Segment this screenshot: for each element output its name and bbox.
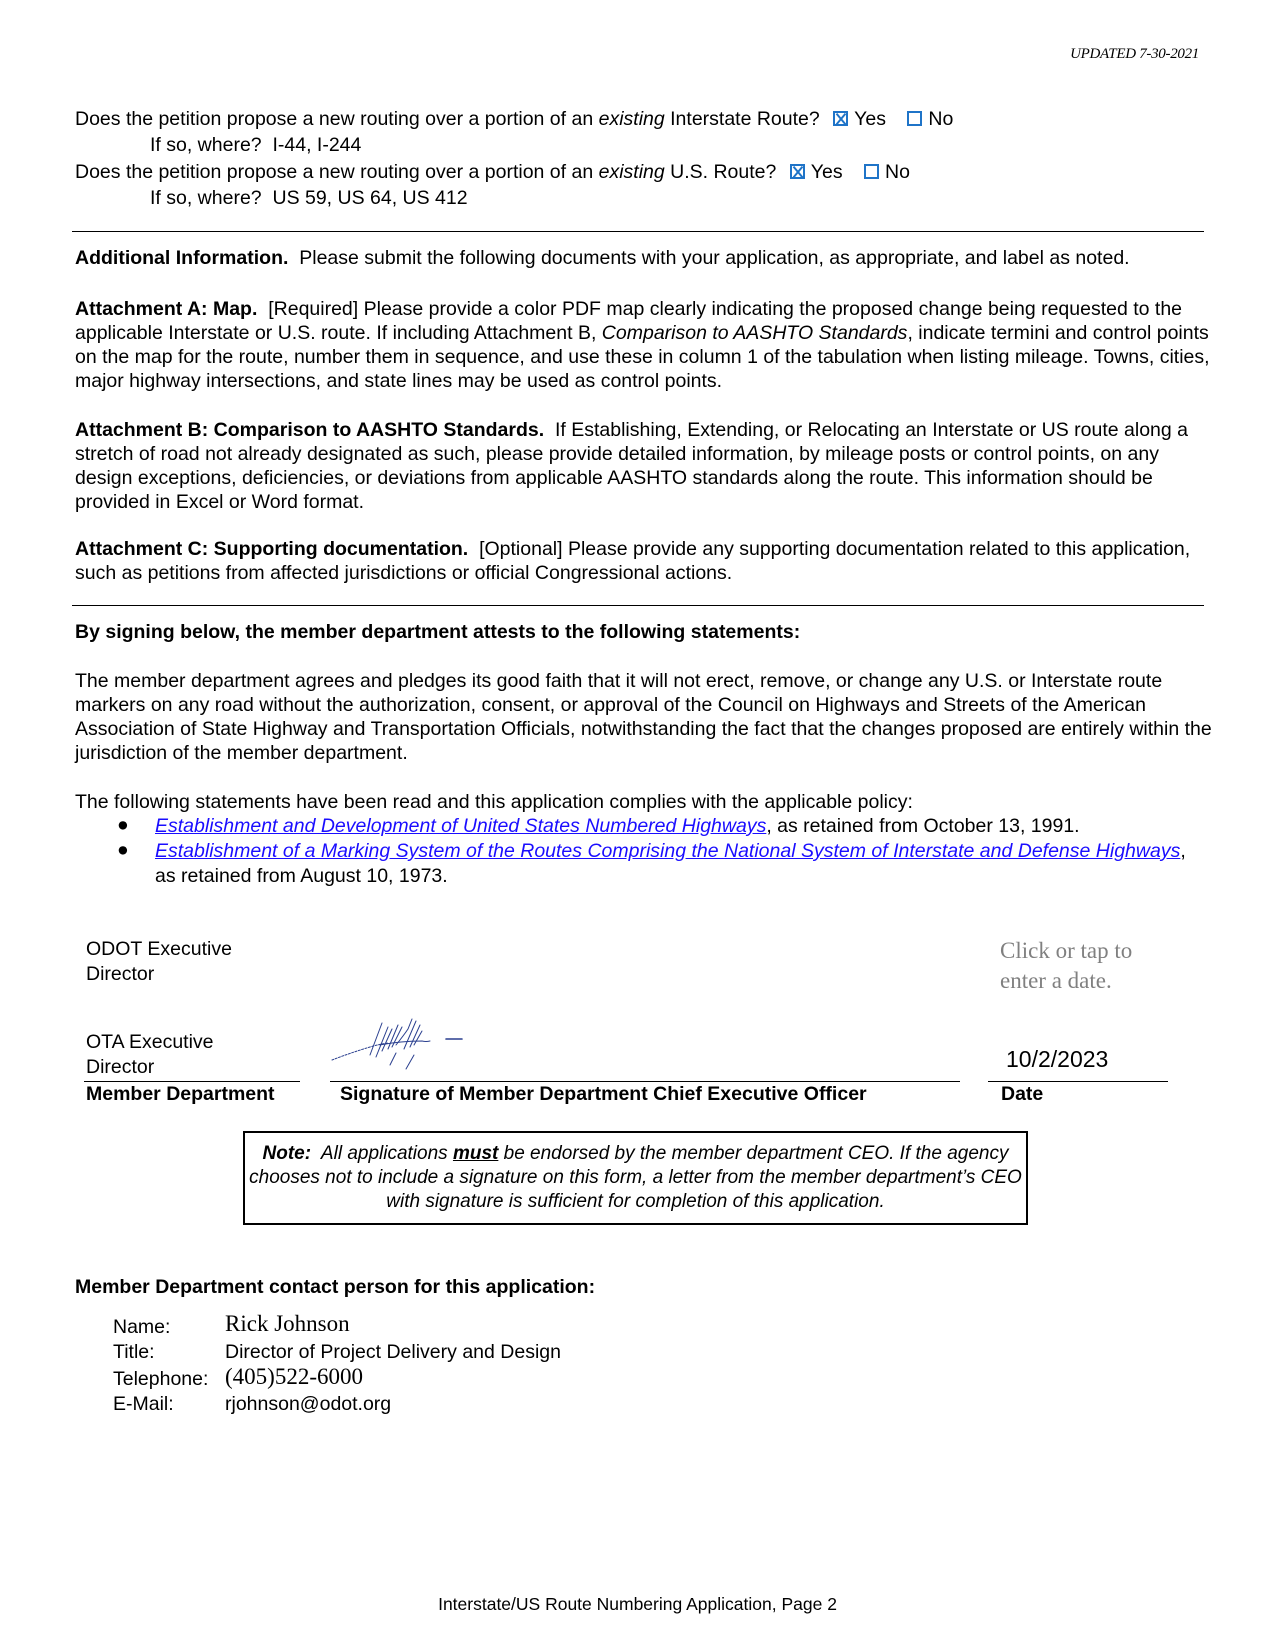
attestation-heading: By signing below, the member department attests to the following statements:: [75, 621, 801, 643]
additional-info-text: Please submit the following documents with your application, as appropriate, and label as noted.: [299, 247, 1130, 269]
date-picker-placeholder[interactable]: Click or tap to enter a date.: [1000, 938, 1133, 993]
department-signature-line: [84, 1081, 300, 1082]
followup-label: If so, where?: [150, 134, 262, 156]
ceo-signature-line: [330, 1081, 960, 1082]
interstate-route-question: [75, 107, 953, 131]
note-must: must: [452, 1143, 499, 1164]
telephone-label: Telephone:: [113, 1368, 209, 1390]
additional-information: [75, 246, 1215, 270]
question-text: Does the petition propose a new routing over a portion of an: [75, 161, 599, 183]
followup-label: If so, where?: [150, 187, 262, 209]
title-label: Title:: [113, 1341, 155, 1363]
contact-name[interactable]: Rick Johnson: [225, 1311, 350, 1336]
policy-link-interstate-marking[interactable]: Establishment of a Marking System of the Routes Comprising the National System of Interstate and Defense Highways: [155, 840, 1181, 862]
interstate-no-checkbox[interactable]: [907, 111, 922, 126]
policy-link-us-highways[interactable]: Establishment and Development of United States Numbered Highways: [155, 815, 767, 837]
attachment-b: [75, 418, 1215, 514]
note-text-end: be endorsed by the member department CEO. If the agency chooses not to include a signature on this form, a letter from the member department’s CEO with signature is sufficient for completion of this application.: [249, 1143, 1022, 1212]
updated-date-header: UPDATED 7-30-2021: [1070, 46, 1199, 62]
question-emphasis: existing: [598, 161, 665, 183]
contact-title[interactable]: Director of Project Delivery and Design: [225, 1341, 561, 1363]
attachment-c: [75, 537, 1215, 585]
no-label: No: [928, 108, 954, 130]
us-route-followup: [150, 186, 468, 210]
interstate-followup: [150, 133, 361, 157]
additional-info-title: Additional Information.: [75, 247, 289, 269]
us-route-question: [75, 160, 910, 184]
yes-label: Yes: [854, 108, 886, 130]
pledge-paragraph: The member department agrees and pledges its good faith that it will not erect, remove, or change any U.S. or Interstate route markers on any road without the authorization, consent, or approval of the Council on Highways and Streets of the American Association of State Highway and Transportation Officials, notwithstanding the fact that the changes proposed are entirely within the jurisdiction of the member department.: [75, 670, 1212, 764]
attachment-a-italic: Comparison to AASHTO Standards: [601, 322, 908, 344]
question-text-end: Interstate Route?: [664, 108, 820, 130]
yes-label: Yes: [810, 161, 843, 183]
endorsement-note: [243, 1131, 1028, 1225]
us-routes-value[interactable]: US 59, US 64, US 412: [272, 187, 468, 209]
section-divider: [72, 231, 1204, 232]
policy-item: [155, 814, 1195, 839]
question-text: Does the petition propose a new routing over a portion of an: [75, 108, 599, 130]
attachment-c-text: [Optional] Please provide any supporting documentation related to this application, such as petitions from affected jurisdictions or official Congressional actions.: [75, 538, 1191, 584]
department-ota: OTA Executive Director: [86, 1031, 214, 1078]
member-department-label: Member Department: [86, 1083, 275, 1105]
question-emphasis: existing: [598, 108, 665, 130]
attachment-a-title: Attachment A: Map.: [75, 298, 258, 320]
date-signature-line: [988, 1081, 1168, 1082]
policy-item: [155, 839, 1195, 889]
contact-email[interactable]: rjohnson@odot.org: [225, 1393, 392, 1415]
attachment-a: [75, 297, 1215, 393]
department-odot: ODOT Executive Director: [86, 938, 232, 985]
interstate-yes-checkbox[interactable]: [833, 111, 848, 126]
policy-intro: The following statements have been read and this application complies with the applicable policy:: [75, 791, 913, 813]
policy-retained-date: , as retained from October 13, 1991.: [766, 815, 1080, 837]
page-footer: Interstate/US Route Numbering Application, Page 2: [438, 1594, 837, 1614]
section-divider: [72, 605, 1204, 606]
no-label: No: [885, 161, 910, 183]
note-label: Note:: [262, 1143, 312, 1164]
us-route-yes-checkbox[interactable]: [790, 164, 805, 179]
attachment-a-text-end: , indicate termini and control points on the map for the route, number them in sequence, and use these in column 1 of the tabulation when listing mileage. Towns, cities, major highway intersections, and state lines may be used as control points.: [75, 322, 1210, 392]
attachment-c-title: Attachment C: Supporting documentation.: [75, 538, 469, 560]
us-route-no-checkbox[interactable]: [864, 164, 879, 179]
bullet-icon: ●: [117, 839, 129, 861]
email-label: E-Mail:: [113, 1393, 174, 1415]
note-text: All applications: [320, 1143, 453, 1164]
bullet-icon: ●: [117, 814, 129, 836]
policy-retained-date: , as retained from August 10, 1973.: [155, 840, 1186, 887]
signature-label: Signature of Member Department Chief Executive Officer: [340, 1083, 867, 1105]
signature-date-value[interactable]: 10/2/2023: [1006, 1046, 1109, 1072]
question-text-end: U.S. Route?: [664, 161, 777, 183]
signature-image: [330, 1015, 480, 1075]
attachment-b-title: Attachment B: Comparison to AASHTO Standards.: [75, 419, 545, 441]
contact-heading: Member Department contact person for this application:: [75, 1276, 596, 1298]
attachment-b-text: If Establishing, Extending, or Relocating an Interstate or US route along a stretch of road not already designated as such, please provide detailed information, by mileage posts or control points, on any design exceptions, deficiencies, or deviations from applicable AASHTO standards along the route. This information should be provided in Excel or Word format.: [75, 419, 1189, 513]
date-label: Date: [1001, 1083, 1044, 1105]
attachment-a-text: [Required] Please provide a color PDF map clearly indicating the proposed change being requested to the applicable Interstate or U.S. route. If including Attachment B,: [75, 298, 1183, 344]
name-label: Name:: [113, 1316, 171, 1338]
contact-telephone[interactable]: (405)522-6000: [225, 1364, 363, 1389]
interstate-routes-value[interactable]: I-44, I-244: [272, 134, 362, 156]
